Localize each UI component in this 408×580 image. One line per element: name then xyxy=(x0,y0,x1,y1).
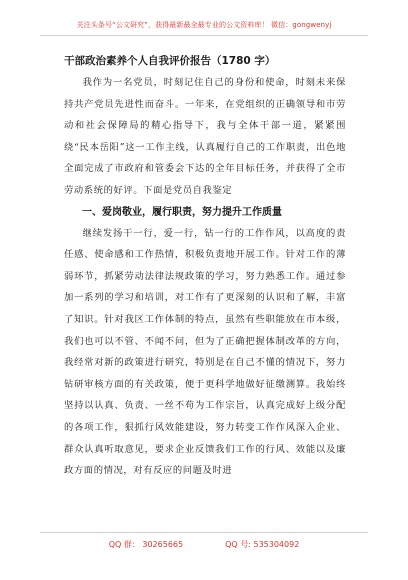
document-body xyxy=(64,48,346,482)
footer-qq-group: QQ 群： 30265665 xyxy=(108,540,184,549)
header-banner xyxy=(40,14,368,36)
footer-qq-number: QQ 号: 535304092 xyxy=(225,540,300,549)
footer xyxy=(40,532,368,556)
section-1-paragraph: 继续发扬干一行，爱一行，钻一行的工作作风，以高度的责任感、使命感和工作热情，积极负责地开展工作。针对工作的薄弱环节，抓紧劳动法律法规政策的学习，努力熟悉工作。通过参加一系列的学习和培训，对工作有了更深刻的认识和了解，丰富了知识。针对我区工作体制的特点，虽然有些职能放在市本级，我们也可以不管、不闻不问，但为了正确把握体制改革的方向，我经常对新的政策进行研究，特别是在自己不懂的情况下，努力钻研审核方面的有关政策，便于更科学地做好征缴测算。我始终坚持以认真、负责、一丝不苟为工作宗旨，认真完成好上级分配的各项工作，狠抓行风效能建设，努力转变工作作风深入企业、群众认真听取意见，要求企业反馈我们工作的行风、效能以及廉政方面的情况，对有反应的问题及时进 xyxy=(64,227,346,477)
document-title: 干部政治素养个人自我评价报告（1780 字） xyxy=(64,55,276,67)
section-heading-1: 一、爱岗敬业，履行职责，努力提升工作质量 xyxy=(82,206,282,218)
intro-paragraph: 我作为一名党员，时刻记住自己的身份和使命，时刻未来保持共产党员先进性而奋斗。一年来，在党组织的正确领导和市劳动和社会保障局的精心指导下，我与全体干部一道，紧紧围绕“民本岳阳”这一工作主线，认真履行自己的工作职责，出色地全面完成了市政府和管委会下达的全年目标任务，并获得了全市劳动系统的好评。下面是党员自我鉴定 xyxy=(64,77,346,196)
header-banner-text: 关注头条号“公文研究”，获得最新最全最专业的公文资料库！ 微信：gongwenyj xyxy=(76,20,332,29)
